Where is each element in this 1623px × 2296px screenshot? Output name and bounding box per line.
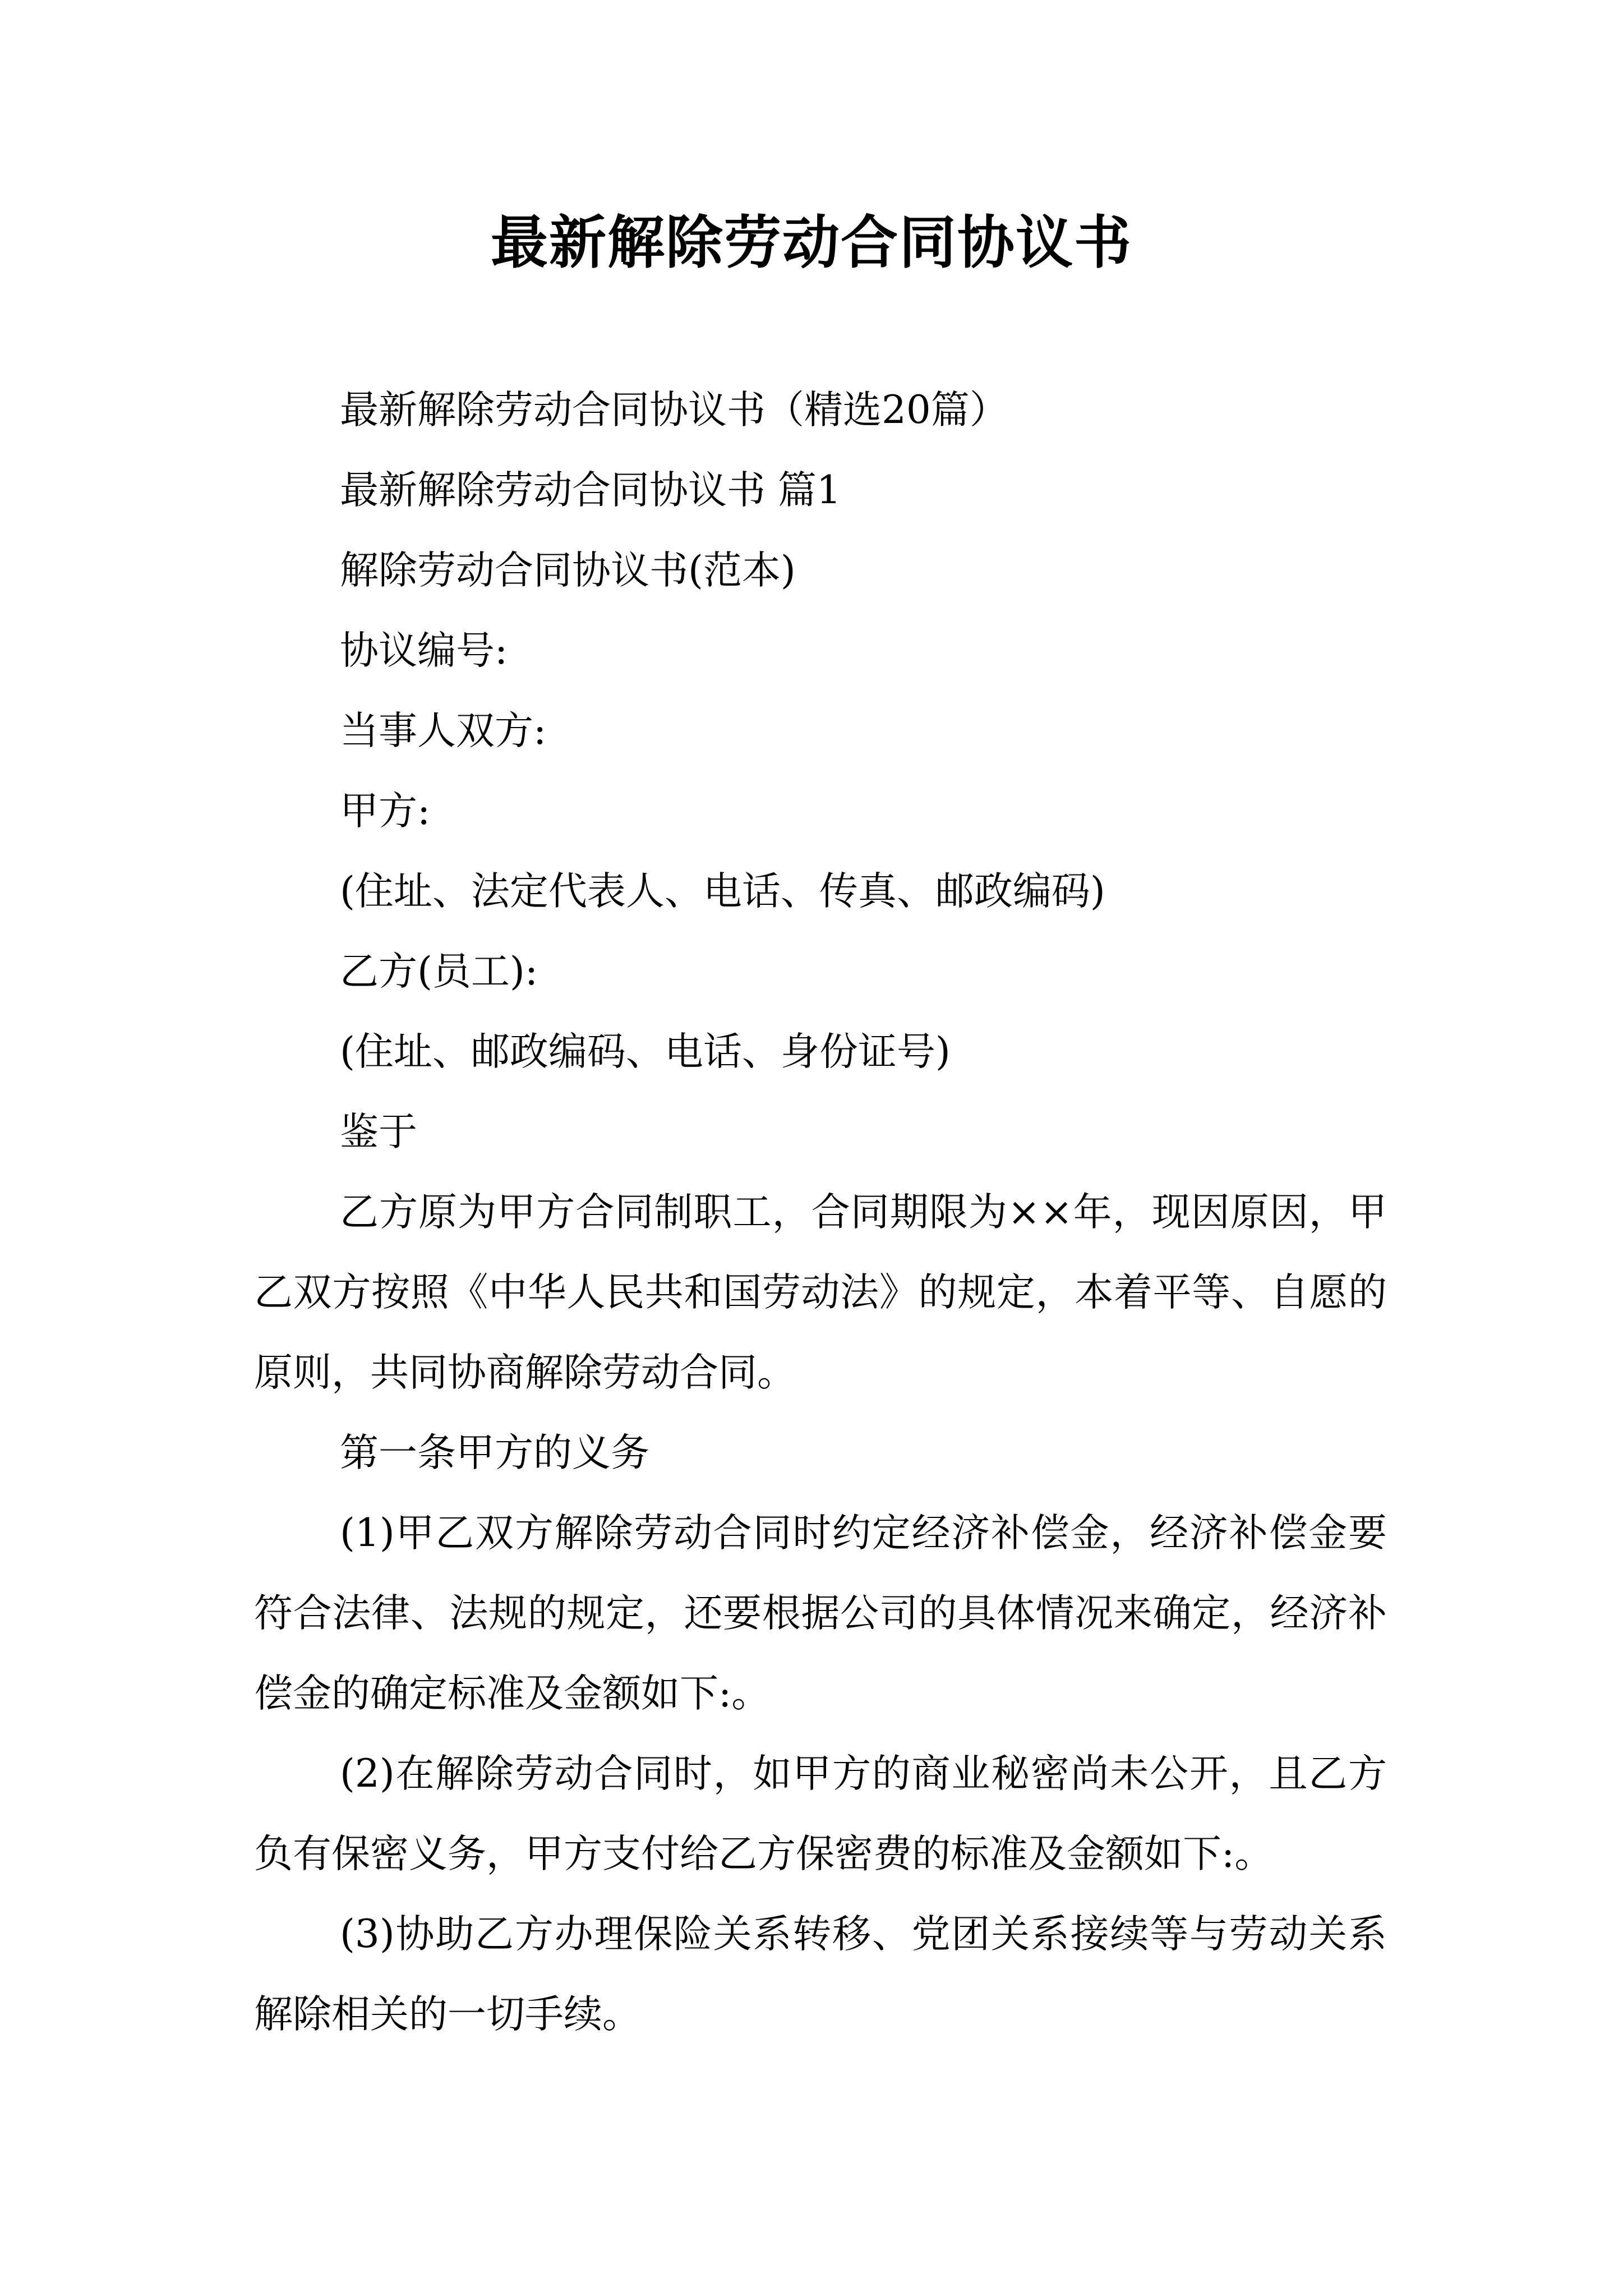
paragraph-whereas: 鉴于 xyxy=(340,1110,417,1154)
paragraph-party-b: 乙方(员工): xyxy=(340,949,538,994)
paragraph-parties: 当事人双方: xyxy=(340,708,547,753)
paragraph-party-a: 甲方: xyxy=(340,789,431,834)
paragraph-clause-3: (3)协助乙方办理保险关系转移、党团关系接续等与劳动关系解除相关的一切手续。 xyxy=(254,1912,1387,2037)
paragraph-party-a-details: (住址、法定代表人、电话、传真、邮政编码) xyxy=(340,869,1105,914)
paragraph-section-heading: 最新解除劳动合同协议书 篇1 xyxy=(340,468,841,513)
paragraph-background: 乙方原为甲方合同制职工，合同期限为××年，现因原因，甲乙双方按照《中华人民共和国劳动法》的规定，本着平等、自愿的原则，共同协商解除劳动合同。 xyxy=(254,1190,1387,1395)
paragraph-agreement-number: 协议编号: xyxy=(340,628,508,673)
paragraph-subtitle: 最新解除劳动合同协议书（精选20篇） xyxy=(340,388,1008,432)
paragraph-clause-1: (1)甲乙双方解除劳动合同时约定经济补偿金，经济补偿金要符合法律、法规的规定，还要根据公司的具体情况来确定，经济补偿金的确定标准及金额如下:。 xyxy=(254,1511,1387,1716)
paragraph-template-title: 解除劳动合同协议书(范本) xyxy=(340,548,796,593)
paragraph-party-b-details: (住址、邮政编码、电话、身份证号) xyxy=(340,1029,951,1074)
document-body xyxy=(254,370,1387,2055)
paragraph-article-one: 第一条甲方的义务 xyxy=(340,1430,649,1475)
paragraph-clause-2: (2)在解除劳动合同时，如甲方的商业秘密尚未公开，且乙方负有保密义务，甲方支付给乙方保密费的标准及金额如下:。 xyxy=(254,1751,1387,1876)
document-title: 最新解除劳动合同协议书 xyxy=(491,209,1132,277)
